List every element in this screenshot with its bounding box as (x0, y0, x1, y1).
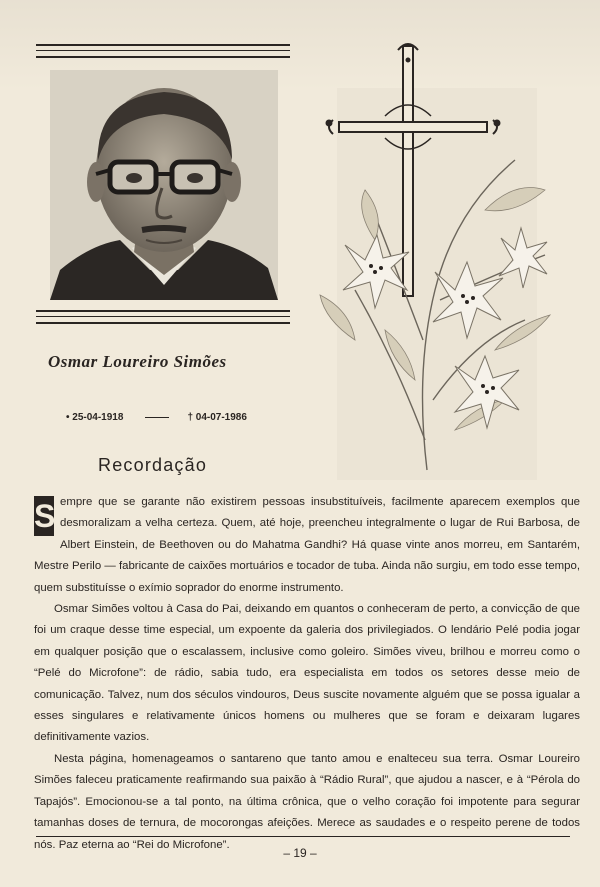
death-date: † 04-07-1986 (187, 412, 247, 423)
top-rule-thick-2 (36, 56, 290, 58)
bottom-rule-thick-2 (36, 322, 290, 324)
paragraph-3: Nesta página, homenageamos o santareno que tanto amou e enalteceu sua terra. Osmar Loureiro Simões faleceu praticamente reafirmando sua paixão à “Rádio Rural”, que ajudou a nascer, e à “Pérola do Tapajós”. Emocionou-se a tal ponto, na última crônica, que o velho coração foi impotente para segurar tamanhas doses de ternura, de mocorongas afeições. Merece as saudades e o respeito perene de todos nós. Paz eterna ao “Rei do Microfone”. (34, 752, 580, 851)
bottom-rule-thick (36, 310, 290, 312)
birth-date: • 25-04-1918 (66, 412, 124, 423)
cross-flower-illustration (315, 40, 570, 480)
date-separator (145, 417, 169, 418)
page-number: – 19 – (283, 846, 317, 860)
bottom-rule-thin (36, 316, 290, 317)
person-name: Osmar Loureiro Simões (48, 352, 227, 371)
life-dates (66, 412, 247, 423)
top-rule-thick (36, 44, 290, 46)
footer-rule (36, 836, 570, 837)
paragraph-1 (34, 492, 580, 599)
portrait-photo (50, 70, 278, 300)
section-title: Recordação (98, 455, 208, 475)
drop-cap: S (34, 498, 56, 534)
paragraph-1-text: empre que se garante não existirem pessoas insubstituíveis, facilmente aparecem exemplos que desmoralizam a velha certeza. Quem, até hoje, preencheu integralmente o lugar de Rui Barbosa, de Albert Einstein, de Beethoven ou do Mahatma Gandhi? Há quase vinte anos morreu, em Santarém, Mestre Perilo — fabricante de caixões mortuários e tocador de tuba. Ainda não surgiu, em todo esse tempo, quem substituísse o exímio soprador do enorme instrumento. (34, 496, 580, 594)
paragraph-2: Osmar Simões voltou à Casa do Pai, deixando em quantos o conheceram de perto, a convicção de que foi um craque desse time especial, um expoente da galeria dos privilegiados. O lendário Pelé podia jogar em qualquer posição que o escalassem, inclusive como goleiro. Simões viveu, brilhou e morreu como o “Pelé do Microfone”: de rádio, sabia tudo, era especialista em todos os setores desse meio de comunicação. Talvez, num dos séculos vindouros, Deus suscite novamente alguém que se possa igualar a esses singulares e relativamente únicos homens ou mulheres que se foram e deixaram lugares definitivamente vazios. (34, 603, 580, 744)
top-rule-thin (36, 50, 290, 51)
article-body (34, 492, 580, 856)
